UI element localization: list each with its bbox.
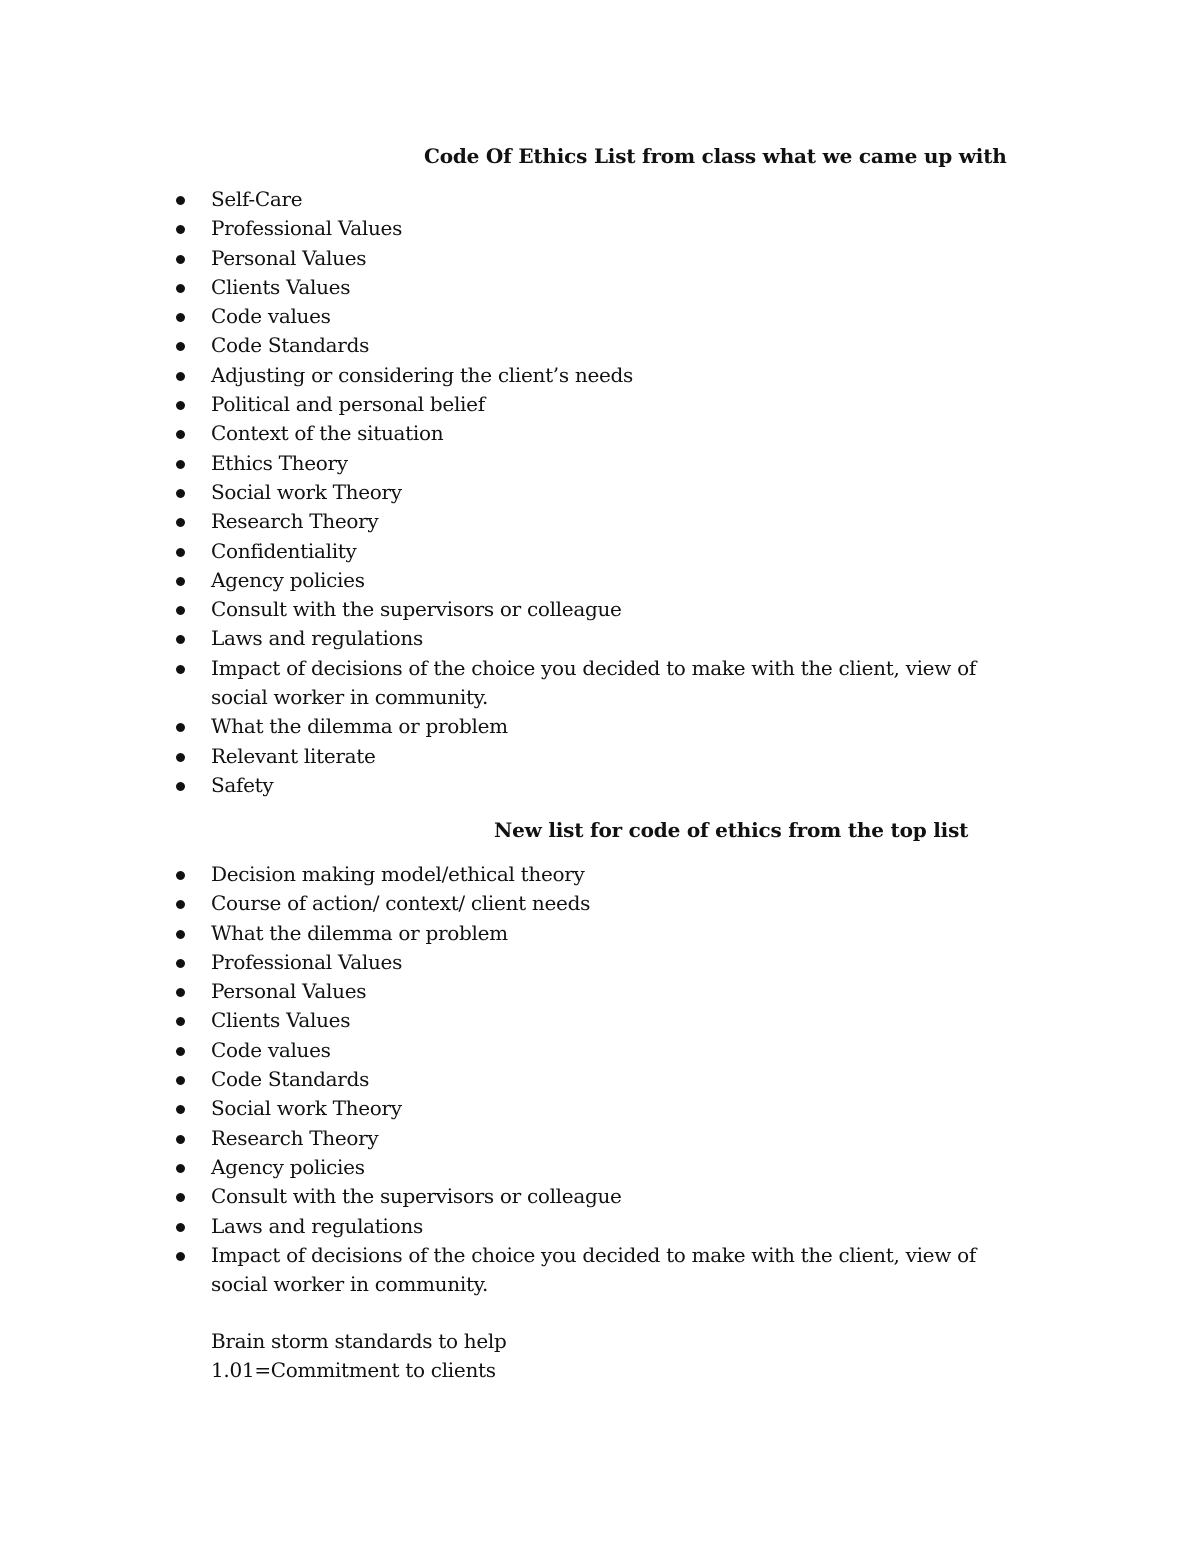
bullet-icon (176, 1135, 185, 1144)
bullet-icon (176, 1017, 185, 1026)
list-item: Clients Values (0, 273, 1031, 302)
bullet-icon (176, 1252, 185, 1261)
list-item: Decision making model/ethical theory (0, 860, 1031, 889)
bullet-icon (176, 988, 185, 997)
list-item: Research Theory (0, 507, 1031, 536)
bullet-icon (176, 1047, 185, 1056)
list-item: Confidentiality (0, 537, 1031, 566)
list-item: Social work Theory (0, 1094, 1031, 1123)
list-item: Impact of decisions of the choice you decided to make with the client, view of social worker in community. (0, 1241, 1031, 1300)
bullet-icon (176, 255, 185, 264)
section-heading-original-list: Code Of Ethics List from class what we came up with (424, 144, 1007, 168)
bullet-icon (176, 930, 185, 939)
list-item: Agency policies (0, 566, 1031, 595)
bullet-icon (176, 372, 185, 381)
brainstorm-note-line: Brain storm standards to help (211, 1329, 507, 1353)
bullet-icon (176, 489, 185, 498)
list-item: Consult with the supervisors or colleague (0, 595, 1031, 624)
list-item: Impact of decisions of the choice you decided to make with the client, view of social worker in community. (0, 654, 1031, 713)
list-item: Political and personal belief (0, 390, 1031, 419)
bullet-icon (176, 606, 185, 615)
bullet-icon (176, 284, 185, 293)
list-item: Laws and regulations (0, 1212, 1031, 1241)
list-item: Social work Theory (0, 478, 1031, 507)
bullet-icon (176, 577, 185, 586)
list-item: Code Standards (0, 1065, 1031, 1094)
bullet-icon (176, 900, 185, 909)
standard-note-line: 1.01=Commitment to clients (211, 1358, 496, 1383)
bullet-icon (176, 1193, 185, 1202)
list-item: Laws and regulations (0, 624, 1031, 653)
list-item: Personal Values (0, 244, 1031, 273)
list-item: Agency policies (0, 1153, 1031, 1182)
bullet-icon (176, 871, 185, 880)
bullet-icon (176, 959, 185, 968)
list-item: Self-Care (0, 185, 1031, 214)
bullet-icon (176, 430, 185, 439)
new-ethics-list (0, 860, 1031, 1299)
list-item: Code values (0, 302, 1031, 331)
list-item: Code Standards (0, 331, 1031, 360)
brainstorm-notes (211, 1327, 507, 1386)
list-item: Code values (0, 1036, 1031, 1065)
list-item: Research Theory (0, 1124, 1031, 1153)
bullet-icon (176, 1076, 185, 1085)
list-item: Adjusting or considering the client’s needs (0, 361, 1031, 390)
list-item: Ethics Theory (0, 449, 1031, 478)
bullet-icon (176, 782, 185, 791)
bullet-icon (176, 753, 185, 762)
list-item: Safety (0, 771, 1031, 800)
list-item: What the dilemma or problem (0, 712, 1031, 741)
original-ethics-list (0, 185, 1031, 800)
list-item: Consult with the supervisors or colleague (0, 1182, 1031, 1211)
list-item: Professional Values (0, 948, 1031, 977)
bullet-icon (176, 665, 185, 674)
bullet-icon (176, 723, 185, 732)
bullet-icon (176, 1223, 185, 1232)
bullet-icon (176, 313, 185, 322)
list-item: Course of action/ context/ client needs (0, 889, 1031, 918)
list-item: Personal Values (0, 977, 1031, 1006)
bullet-icon (176, 401, 185, 410)
section-heading-new-list: New list for code of ethics from the top list (494, 818, 969, 842)
bullet-icon (176, 1164, 185, 1173)
bullet-icon (176, 460, 185, 469)
bullet-icon (176, 635, 185, 644)
list-item: Context of the situation (0, 419, 1031, 448)
bullet-icon (176, 225, 185, 234)
bullet-icon (176, 518, 185, 527)
bullet-icon (176, 342, 185, 351)
list-item: Relevant literate (0, 742, 1031, 771)
list-item: Professional Values (0, 214, 1031, 243)
list-item: Clients Values (0, 1006, 1031, 1035)
bullet-icon (176, 1105, 185, 1114)
bullet-icon (176, 548, 185, 557)
list-item: What the dilemma or problem (0, 919, 1031, 948)
bullet-icon (176, 196, 185, 205)
